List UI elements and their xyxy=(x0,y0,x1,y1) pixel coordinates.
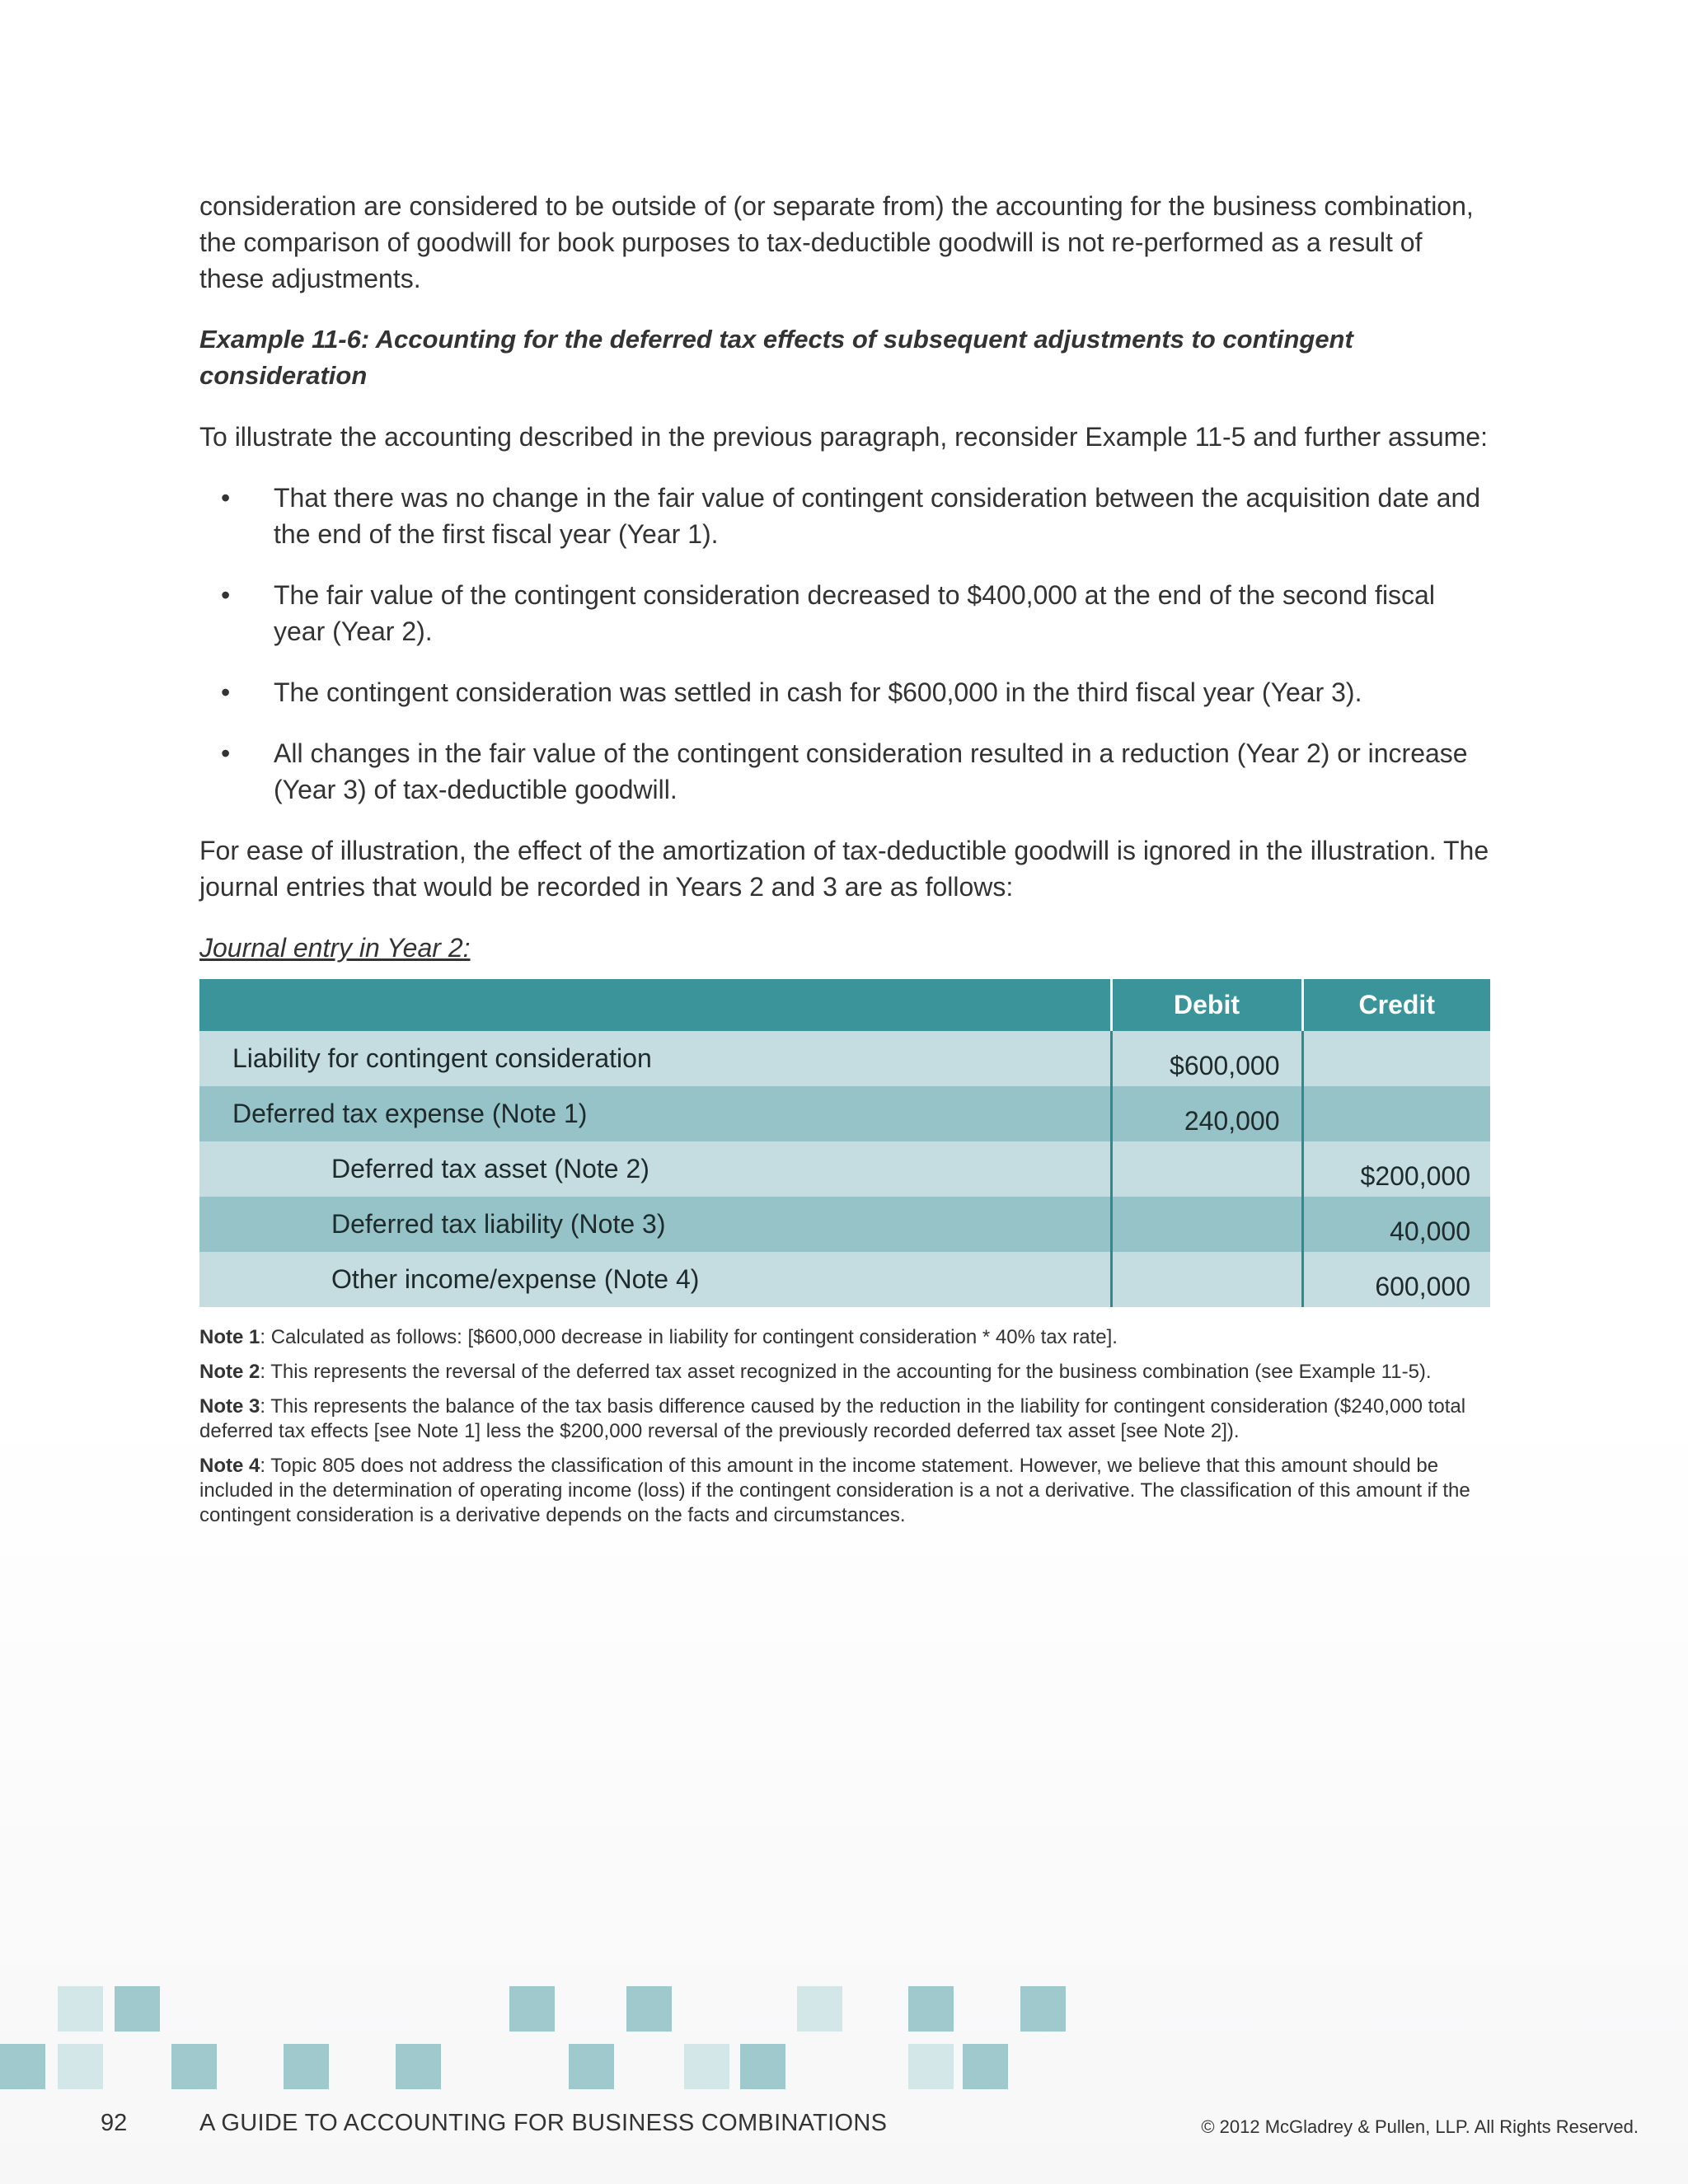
bullet-icon: • xyxy=(221,483,231,513)
header-debit: Debit xyxy=(1111,979,1302,1031)
row-description: Deferred tax asset (Note 2) xyxy=(199,1141,1111,1197)
row-debit xyxy=(1111,1252,1302,1307)
row-credit xyxy=(1302,1086,1490,1141)
header-description xyxy=(199,979,1111,1031)
footer-copyright: © 2012 McGladrey & Pullen, LLP. All Rights Reserved. xyxy=(1201,2116,1639,2137)
illustrate-paragraph: To illustrate the accounting described in the previous paragraph, reconsider Example 11-5 and further assume: xyxy=(199,422,1488,452)
row-credit: 600,000 xyxy=(1302,1252,1490,1307)
list-item: • The contingent consideration was settled in cash for $600,000 in the third fiscal year (Year 3). xyxy=(199,674,1493,710)
table-row xyxy=(199,1252,1490,1307)
row-credit xyxy=(1302,1031,1490,1086)
row-description: Deferred tax expense (Note 1) xyxy=(199,1086,1111,1141)
footer-title: A GUIDE TO ACCOUNTING FOR BUSINESS COMBINATIONS xyxy=(199,2110,888,2136)
page-number: 92 xyxy=(101,2110,128,2136)
note-1: Note 1: Calculated as follows: [$600,000 decrease in liability for contingent consideration * 40% tax rate]. xyxy=(199,1326,1118,1348)
bullet-icon: • xyxy=(221,738,231,768)
page-content xyxy=(199,188,1493,1538)
row-debit xyxy=(1111,1197,1302,1252)
row-description: Deferred tax liability (Note 3) xyxy=(199,1197,1111,1252)
ease-paragraph: For ease of illustration, the effect of the amortization of tax-deductible goodwill is ignored in the illustration. The journal entries that would be recorded in Years 2 and 3 are as follows: xyxy=(199,836,1489,902)
table-row xyxy=(199,1141,1490,1197)
table-row xyxy=(199,1086,1490,1141)
bullet-icon: • xyxy=(221,677,231,707)
row-debit: 240,000 xyxy=(1111,1086,1302,1141)
journal-entry-table xyxy=(199,979,1490,1307)
row-credit: $200,000 xyxy=(1302,1141,1490,1197)
row-credit: 40,000 xyxy=(1302,1197,1490,1252)
list-item: • That there was no change in the fair value of contingent consideration between the acquisition date and the end of the first fiscal year (Year 1). xyxy=(199,480,1493,552)
note-2: Note 2: This represents the reversal of the deferred tax asset recognized in the accounting for the business combination (see Example 11-5). xyxy=(199,1361,1432,1383)
row-debit xyxy=(1111,1141,1302,1197)
intro-paragraph: consideration are considered to be outside of (or separate from) the accounting for the business combination, the comparison of goodwill for book purposes to tax-deductible goodwill is not re-performed as a result of these adjustments. xyxy=(199,191,1474,293)
note-4: Note 4: Topic 805 does not address the classification of this amount in the income statement. However, we believe that this amount should be included in the determination of operating income (loss) if the contingent consideration is a not a derivative. The classification of this amount if the contingent consideration is a derivative depends on the facts and circumstances. xyxy=(199,1455,1470,1526)
table-row xyxy=(199,1031,1490,1086)
journal-entry-heading: Journal entry in Year 2: xyxy=(199,933,471,963)
example-title: Example 11-6: Accounting for the deferred tax effects of subsequent adjustments to contingent consideration xyxy=(199,325,1353,390)
list-item: • All changes in the fair value of the contingent consideration resulted in a reduction (Year 2) or increase (Year 3) of tax-deductible goodwill. xyxy=(199,735,1493,808)
bullet-icon: • xyxy=(221,580,231,610)
row-description: Liability for contingent consideration xyxy=(199,1031,1111,1086)
table-row xyxy=(199,1197,1490,1252)
table-header-row xyxy=(199,979,1490,1031)
table-notes xyxy=(199,1325,1493,1528)
note-3: Note 3: This represents the balance of the tax basis difference caused by the reduction in the liability for contingent consideration ($240,000 total deferred tax effects [see Note 1] less the $200,000 reversal of the previously recorded deferred tax asset [see Note 2]). xyxy=(199,1395,1466,1442)
row-description: Other income/expense (Note 4) xyxy=(199,1252,1111,1307)
list-item: • The fair value of the contingent consideration decreased to $400,000 at the end of the second fiscal year (Year 2). xyxy=(199,577,1493,649)
row-debit: $600,000 xyxy=(1111,1031,1302,1086)
assumption-list xyxy=(199,480,1493,808)
header-credit: Credit xyxy=(1302,979,1490,1031)
